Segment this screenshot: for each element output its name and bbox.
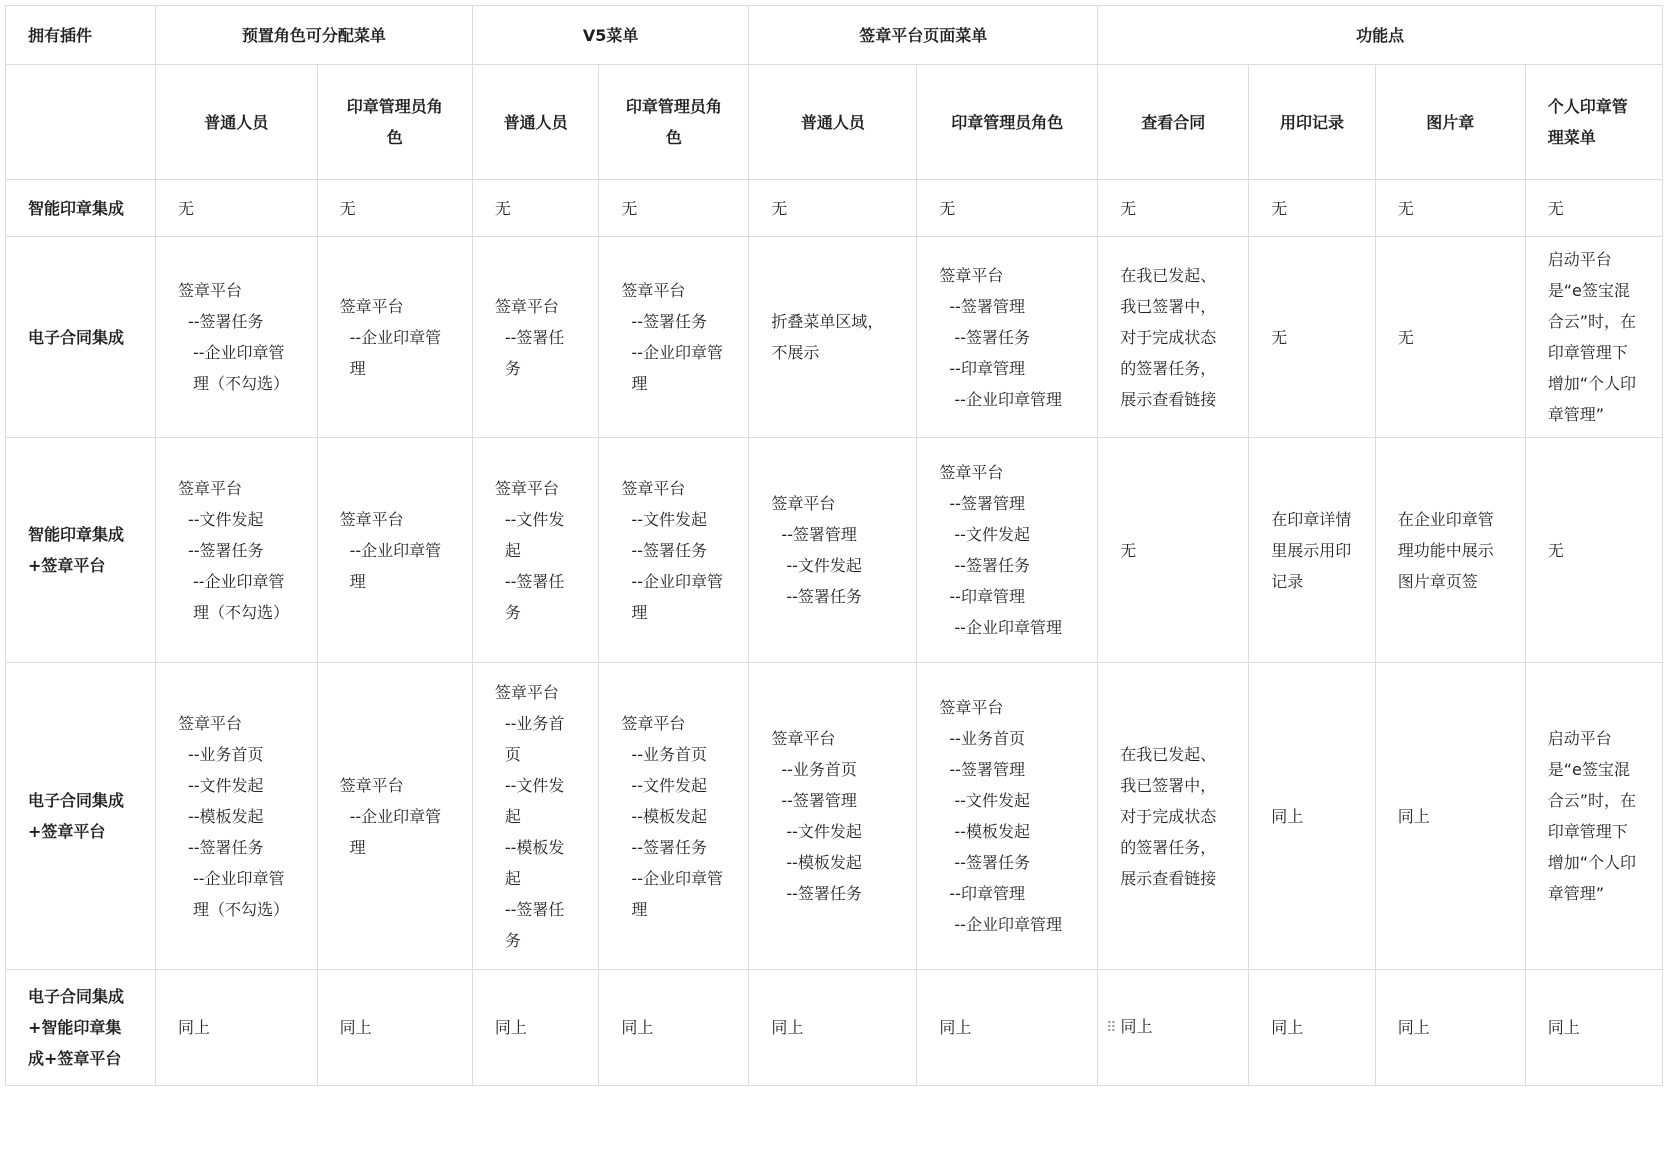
menu-line: --业务首页: [504, 713, 565, 764]
table-cell: 同上: [1375, 970, 1525, 1086]
table-cell: 同上: [599, 970, 749, 1086]
menu-line: --文件发起: [187, 775, 264, 795]
menu-line: --印章管理: [949, 587, 1025, 606]
menu-line: 签章平台: [939, 265, 1004, 285]
header-v5-menu: V5菜单: [472, 6, 749, 65]
subheader-seal-admin: 印章管理员角色: [917, 65, 1098, 180]
menu-line: --签署任务: [954, 327, 1030, 347]
menu-line: --模板发起: [631, 806, 707, 826]
table-cell: 同上: [1525, 970, 1662, 1086]
menu-line: 签章平台: [771, 729, 836, 748]
menu-line: --签署任务: [504, 899, 565, 950]
table-cell: 折叠菜单区域，不展示: [749, 237, 917, 438]
table-row: [6, 438, 1663, 663]
table-cell: 同上: [472, 970, 599, 1086]
menu-line: --文件发起: [954, 791, 1030, 810]
menu-line: --文件发起: [954, 525, 1030, 544]
header-plugin: 拥有插件: [6, 6, 156, 65]
row-label: 电子合同集成+智能印章集成+签章平台: [6, 970, 156, 1086]
menu-line: 签章平台: [177, 713, 242, 733]
row-label: 智能印章集成+签章平台: [6, 438, 156, 663]
row-label: 智能印章集成: [6, 180, 156, 237]
plugin-menu-table: [5, 5, 1663, 1086]
subheader-personal-seal-menu: 个人印章管理菜单: [1525, 65, 1662, 180]
table-cell: [599, 438, 749, 663]
menu-line: --企业印章管理（不勾选）: [192, 571, 289, 622]
menu-line: --签署管理: [781, 791, 857, 810]
menu-line: 签章平台: [177, 281, 242, 300]
table-cell: 同上: [749, 970, 917, 1086]
table-cell: 在印章详情里展示用印记录: [1249, 438, 1376, 663]
menu-line: --文件发起: [631, 775, 707, 795]
menu-line: 签章平台: [621, 478, 686, 498]
menu-line: --模板发起: [504, 837, 565, 888]
subheader-row: [6, 65, 1663, 180]
table-cell: 在我已发起、我已签署中，对于完成状态的签署任务，展示查看链接: [1098, 663, 1249, 970]
table-cell: [749, 663, 917, 970]
table-cell: 无: [317, 180, 472, 237]
menu-line: --企业印章管理: [954, 389, 1062, 409]
table-cell: 同上: [1249, 970, 1376, 1086]
subheader-image-seal: 图片章: [1375, 65, 1525, 180]
menu-line: --签署任务: [631, 312, 707, 331]
menu-line: --签署管理: [949, 760, 1025, 779]
menu-line: 签章平台: [939, 698, 1004, 717]
table-cell: 启动平台是“e签宝混合云”时，在印章管理下增加“个人印章管理”: [1525, 663, 1662, 970]
menu-line: --文件发起: [786, 822, 862, 841]
menu-line: --业务首页: [631, 744, 707, 764]
menu-line: 签章平台: [177, 478, 242, 498]
menu-line: --企业印章管理: [349, 540, 442, 591]
row-label: 电子合同集成+签章平台: [6, 663, 156, 970]
table-cell: 无: [1375, 180, 1525, 237]
menu-line: --签署任务: [187, 312, 264, 331]
table-cell: 无: [1525, 180, 1662, 237]
table-cell: 在我已发起、我已签署中，对于完成状态的签署任务，展示查看链接: [1098, 237, 1249, 438]
table-cell: [917, 438, 1098, 663]
menu-line: 签章平台: [339, 509, 404, 529]
menu-line: --模板发起: [187, 806, 264, 826]
menu-line: --企业印章管理: [631, 571, 723, 622]
table-cell: 在企业印章管理功能中展示图片章页签: [1375, 438, 1525, 663]
subheader-seal-record: 用印记录: [1249, 65, 1376, 180]
table-cell: [317, 663, 472, 970]
menu-line: --签署任务: [786, 884, 862, 903]
table-cell: 无: [155, 180, 317, 237]
drag-handle-icon[interactable]: ⠿: [1106, 1020, 1117, 1036]
table-cell: 启动平台是“e签宝混合云”时，在印章管理下增加“个人印章管理”: [1525, 237, 1662, 438]
table-cell: [917, 663, 1098, 970]
table-cell: 同上: [155, 970, 317, 1086]
menu-line: --模板发起: [954, 822, 1030, 841]
subheader-seal-admin: 印章管理员角色: [317, 65, 472, 180]
menu-line: --文件发起: [187, 509, 264, 529]
menu-line: 签章平台: [494, 478, 559, 498]
table-cell: [472, 438, 599, 663]
table-cell: 同上: [917, 970, 1098, 1086]
menu-line: --企业印章管理: [349, 327, 442, 378]
table-cell: [155, 237, 317, 438]
table-cell: 无: [917, 180, 1098, 237]
menu-line: --印章管理: [949, 884, 1025, 903]
subheader-normal-user: 普通人员: [472, 65, 599, 180]
menu-line: 签章平台: [621, 281, 686, 300]
table-cell: 无: [1375, 237, 1525, 438]
menu-line: --企业印章管理: [349, 806, 442, 857]
header-preset-role: 预置角色可分配菜单: [155, 6, 472, 65]
table-cell: 无: [1098, 180, 1249, 237]
menu-line: --文件发起: [504, 775, 565, 826]
table-row: [6, 180, 1663, 237]
table-cell: 无: [1098, 438, 1249, 663]
cell-text: 同上: [1120, 1017, 1153, 1036]
table-cell[interactable]: [1098, 970, 1249, 1086]
menu-line: --签署管理: [949, 494, 1025, 513]
menu-line: --业务首页: [781, 760, 857, 779]
menu-line: --签署任务: [954, 853, 1030, 872]
table-cell: 无: [472, 180, 599, 237]
menu-line: --签署管理: [781, 525, 857, 544]
subheader-normal-user: 普通人员: [749, 65, 917, 180]
table-cell: [317, 438, 472, 663]
table-cell: [472, 237, 599, 438]
menu-line: 签章平台: [339, 296, 404, 316]
menu-line: --模板发起: [786, 853, 862, 872]
menu-line: --企业印章管理（不勾选）: [192, 343, 289, 393]
menu-line: 签章平台: [621, 713, 686, 733]
menu-line: --签署任务: [954, 556, 1030, 575]
header-features: 功能点: [1098, 6, 1663, 65]
menu-line: --业务首页: [949, 729, 1025, 748]
menu-line: 签章平台: [939, 463, 1004, 482]
header-sign-platform-menu: 签章平台页面菜单: [749, 6, 1098, 65]
table-cell: [599, 237, 749, 438]
menu-line: --文件发起: [631, 509, 707, 529]
menu-line: --企业印章管理: [954, 618, 1062, 637]
table-cell: [749, 438, 917, 663]
menu-line: --业务首页: [187, 744, 264, 764]
table-cell: [599, 663, 749, 970]
menu-line: --签署任务: [786, 587, 862, 606]
row-label: 电子合同集成: [6, 237, 156, 438]
table-cell: 无: [749, 180, 917, 237]
menu-line: --企业印章管理（不勾选）: [192, 868, 289, 919]
menu-line: --签署任务: [187, 540, 264, 560]
table-row: [6, 237, 1663, 438]
subheader-empty: [6, 65, 156, 180]
menu-line: --文件发起: [786, 556, 862, 575]
subheader-view-contract: 查看合同: [1098, 65, 1249, 180]
table-cell: [155, 663, 317, 970]
menu-line: --企业印章管理: [631, 868, 723, 919]
menu-line: --签署任务: [187, 837, 264, 857]
table-cell: 同上: [317, 970, 472, 1086]
subheader-normal-user: 普通人员: [155, 65, 317, 180]
menu-line: --印章管理: [949, 358, 1025, 378]
menu-line: 签章平台: [494, 296, 559, 316]
table-cell: 无: [1525, 438, 1662, 663]
menu-line: 签章平台: [494, 682, 559, 702]
menu-line: --签署任务: [504, 571, 565, 622]
menu-line: 签章平台: [339, 775, 404, 795]
table-cell: [317, 237, 472, 438]
table-cell: 无: [599, 180, 749, 237]
header-row: [6, 6, 1663, 65]
table-row: [6, 970, 1663, 1086]
table-cell: [472, 663, 599, 970]
menu-line: --企业印章管理: [631, 343, 723, 393]
table-cell: [917, 237, 1098, 438]
menu-line: --签署管理: [949, 296, 1025, 316]
menu-line: --签署任务: [504, 327, 565, 378]
menu-line: 签章平台: [771, 494, 836, 513]
table-row: [6, 663, 1663, 970]
subheader-seal-admin: 印章管理员角色: [599, 65, 749, 180]
menu-line: --企业印章管理: [954, 915, 1062, 934]
table-cell: 无: [1249, 180, 1376, 237]
menu-line: --签署任务: [631, 540, 707, 560]
table-cell: [155, 438, 317, 663]
table-cell: 同上: [1375, 663, 1525, 970]
menu-line: --签署任务: [631, 837, 707, 857]
table-cell: 无: [1249, 237, 1376, 438]
table-cell: 同上: [1249, 663, 1376, 970]
menu-line: --文件发起: [504, 509, 565, 560]
